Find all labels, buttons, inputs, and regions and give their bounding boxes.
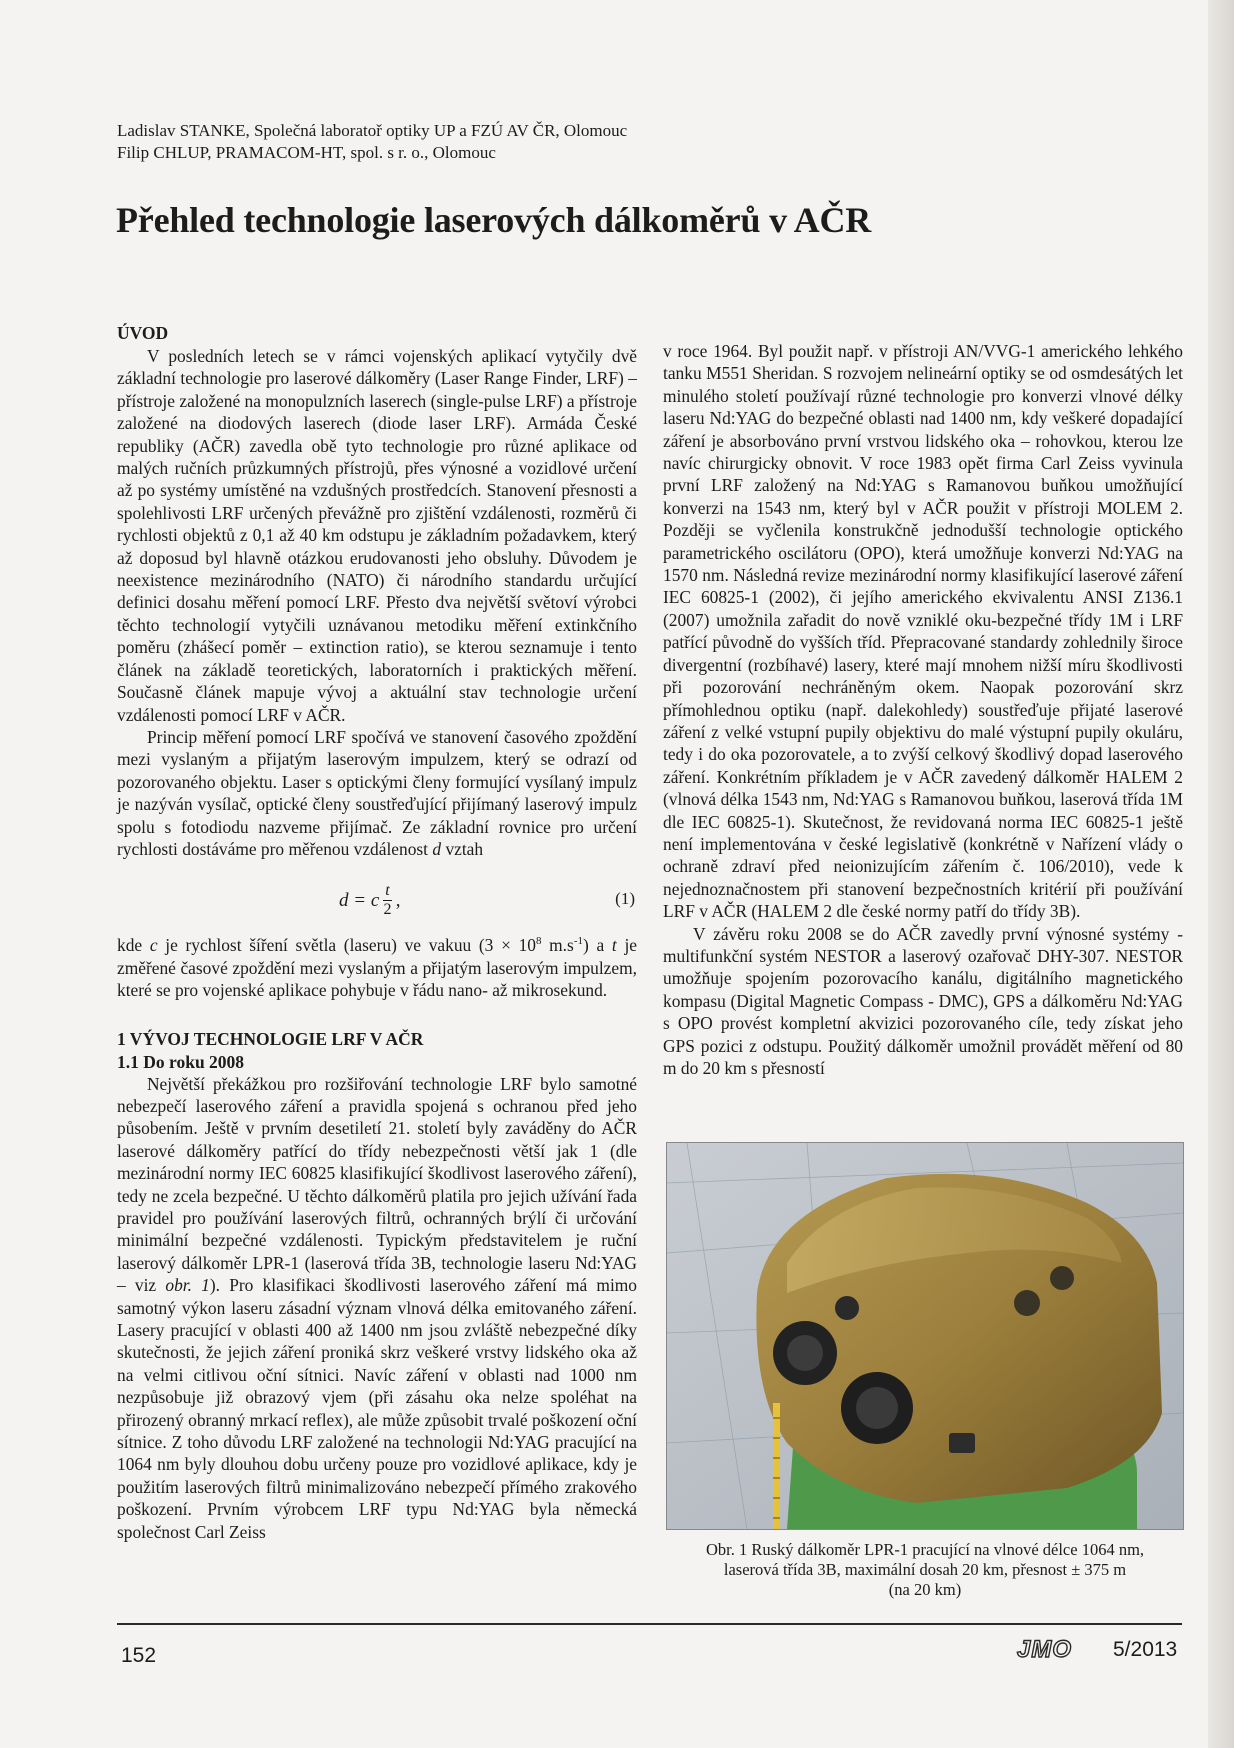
figure-caption — [664, 1540, 1186, 1600]
section-1-1-paragraph: Největší překážkou pro rozšiřování technologie LRF bylo samotné nebezpečí laserového záření a pravidla spojená s ochranou před jeho působením. Ještě v prvním desetiletí 21. století byly zaváděny do AČR laserové dálkoměry patřící do třídy nebezpečnosti větší jak 1 (dle mezinárodní normy IEC 60825 klasifikující škodlivost laserového záření), tedy ne zcela bezpečné. U těchto dálkoměrů platila pro jejich užívání řada pravidel pro používání laserových filtrů, ochranných brýlí či určování minimální bezpečné vzdálenosti. Typickým představitelem je ruční laserový dálkoměr LPR-1 (laserová třída 3B, technologie laseru Nd:YAG – viz obr. 1). Pro klasifikaci škodlivosti laserového záření má mimo samotný výkon laseru zásadní význam vlnová délka emitovaného záření. Lasery pracující v oblasti 400 až 1400 nm jsou zvláště nebezpečné díky skutečnosti, že jejich záření proniká skrz veškeré vrstvy lidského oka až na velmi citlivou oční sítnici. Navíc záření v oblasti nad 1000 nm nezpůsobuje již obrazový vjem (při zásahu oka nelze spoléhat na přirozený obranný mrkací reflex), ale může způsobit trvalé poškození oční sítnice. Z toho důvodu LRF založené na technologii Nd:YAG pracující na 1064 nm byly dlouhou dobu určeny pouze pro vozidlové aplikace, kdy je použitím laserových filtrů minimalizováno nebezpečí přímého zrakového poškození. Prvním výrobcem LRF typu Nd:YAG byla německá společnost Carl Zeiss — [117, 1073, 637, 1542]
caption-line-1: Obr. 1 Ruský dálkoměr LPR-1 pracující na vlnové délce 1064 nm, — [705, 1540, 1145, 1559]
heading-section-1-1: 1.1 Do roku 2008 — [117, 1051, 245, 1072]
heading-section-1: 1 VÝVOJ TECHNOLOGIE LRF V AČR — [117, 1028, 424, 1049]
footer-rule — [117, 1623, 1182, 1625]
right-paragraph-2: V závěru roku 2008 se do AČR zavedly první výnosné systémy - multifunkční systém NESTOR a laserový ozařovač DHY-307. NESTOR umožňuje spojením pozorovacího kanálu, digitálního magnetického kompasu (Digital Magnetic Compass - DMC), GPS a dálkoměru Nd:YAG s OPO provést kompletní akvizici pozorovaného cíle, tedy získat jeho GPS pozici z odstupu. Použitý dálkoměr umožnil provádět měření od 80 m do 20 km s přesností — [663, 923, 1183, 1078]
uvod-paragraph-1: V posledních letech se v rámci vojenských aplikací vytyčily dvě základní technologie pro laserové dálkoměry (Laser Range Finder, LRF) – přístroje založené na monopulzních laserech (single-pulse LRF) a přístroje založené na diodových laserech (diode laser LRF). Armáda České republiky (AČR) zavedla obě tyto technologie pro různé aplikace od malých ručních průzkumných přístrojů, přes výnosné a vozidlové určení až po systémy umístěné na vzdušných prostředcích. Stanovení přesnosti a spolehlivosti LRF určených převážně pro zjištění vzdálenosti, rozměrů či rychlosti objektů z 0,1 až 40 km odstupu je základním požadavkem, který až doposud byl hlavně otázkou erudovanosti jeho obsluhy. Důvodem je neexistence mezinárodního (NATO) či národního standardu určující definici dosahu měření pomocí LRF. Přesto dva největší světoví výrobci těchto technologií vytyčili uznávanou metodiku měření extinkčního poměru (zhášecí poměr – extinction ratio), se kterou seznamuje i tento článek na základě teoretických, laboratorních i praktických měření. Současně článek mapuje vývoj a aktuální stav technologie určení vzdálenosti pomocí LRF v AČR. — [117, 346, 637, 725]
journal-logo: JMO — [1017, 1636, 1073, 1663]
author-list — [117, 120, 717, 164]
article-title: Přehled technologie laserových dálkoměrů v AČR — [116, 200, 872, 240]
issue-number: 5/2013 — [1113, 1638, 1178, 1661]
caption-line-2: laserová třída 3B, maximální dosah 20 km, přesnost ± 375 m — [723, 1560, 1127, 1579]
left-column — [117, 322, 637, 1543]
rangefinder-photo — [667, 1143, 1183, 1529]
right-paragraph-1: v roce 1964. Byl použit např. v přístroji AN/VVG-1 amerického lehkého tanku M551 Sheridan. S rozvojem nelineární optiky se od osmdesátých let minulého století používají různé technologie pro konverzi vlnové délky laseru Nd:YAG do bezpečné oblasti nad 1400 nm, kdy veškeré dopadající záření je absorbováno první vrstvou lidského oka – rohovkou, kterou lze navíc chirurgicky obnovit. V roce 1983 opět firma Carl Zeiss vyvinula první LRF založený na Nd:YAG s Ramanovou buňkou umožňující konverzi na 1543 nm, který byl v AČR použit v přístroji MOLEM 2. Později se vyčlenila konstrukčně jednodušší technologie optického parametrického oscilátoru (OPO), která umožňuje konverzi Nd:YAG na 1570 nm. Následná revize mezinárodní normy klasifikující laserové záření IEC 60825-1 (2002), či jejího amerického ekvivalentu ANSI Z136.1 (2007) umožnila zařadit do nově vzniklé oku-bezpečné třídy 1M i LRF patřící původně do vyšších tříd. Přepracované standardy zohlednily široce divergentní (rozbíhavé) lasery, které mají mnohem nižší míru škodlivosti při pozorování nechráněným okem. Naopak pozorování skrz přímohlednou optiku (např. dalekohledy) soustřeďuje přijaté laserové záření z velké vstupní pupily objektivu do malé výstupní pupily okuláru, tedy i do oka pozorovatele, a to zvýší celkový škodlivý dopad laserového záření. Konkrétním příkladem je v AČR zavedený dálkoměr HALEM 2 (vlnová délka 1543 nm, Nd:YAG s Ramanovou buňkou, laserová třída 1M dle IEC 60825-1). Skutečnost, že revidovaná norma IEC 60825-1 ještě není implementována v české legislativě (konkrétně v Nařízení vlády o ochraně zdraví před neionizujícím zářením č. 106/2010), vede k nejednoznačnostem při stanovení bezpečnostních kritérií při používání LRF v AČR (HALEM 2 dle české normy patří do třídy 3B). — [663, 341, 1183, 922]
figure-reference: obr. 1 — [165, 1275, 210, 1296]
equation-lhs: d = c — [339, 889, 380, 911]
author-2: Filip CHLUP, PRAMACOM-HT, spol. s r. o., Olomouc — [117, 143, 496, 162]
page-number: 152 — [121, 1644, 157, 1667]
caption-line-3: (na 20 km) — [888, 1580, 962, 1599]
ruler — [773, 1403, 780, 1529]
equation-numerator: t — [385, 882, 390, 900]
heading-uvod: ÚVOD — [117, 323, 169, 343]
equation-explanation: kde c je rychlost šíření světla (laseru) ve vakuu ($3 \times 10^8$ $m.s^{-1}$) a t je změřené časové zpoždění mezi vyslaným a přijatým laserovým impulzem, které se pro vojenské aplikace pohybuje v řádu nano- až mikrosekund. — [117, 935, 637, 1001]
equation-1 — [117, 864, 637, 932]
equation-trail: , — [395, 889, 401, 911]
author-1: Ladislav STANKE, Společná laboratoř optiky UP a FZÚ AV ČR, Olomouc — [117, 121, 628, 140]
equation-denominator: 2 — [383, 901, 392, 919]
label-plate — [949, 1433, 975, 1453]
dial-icon — [835, 1296, 859, 1320]
page-edge — [1208, 0, 1234, 1748]
equation-number: (1) — [615, 889, 635, 909]
uvod-paragraph-2: Princip měření pomocí LRF spočívá ve stanovení časového zpoždění mezi vyslaným a přijatým laserovým impulzem, který se odrazí od pozorovaného objektu. Laser s optickými členy formující vysílaný impulz je nazýván vysílač, optické členy soustřeďující přijímaný laserový impulz spolu s fotodiodu nazveme přijímač. Ze základní rovnice pro určení rychlosti dostáváme pro měřenou vzdálenost d vztah — [117, 726, 637, 859]
equation-fraction — [383, 882, 391, 919]
button-icon — [1014, 1290, 1040, 1316]
figure-1-photo — [666, 1142, 1184, 1530]
right-column — [663, 340, 1183, 1079]
